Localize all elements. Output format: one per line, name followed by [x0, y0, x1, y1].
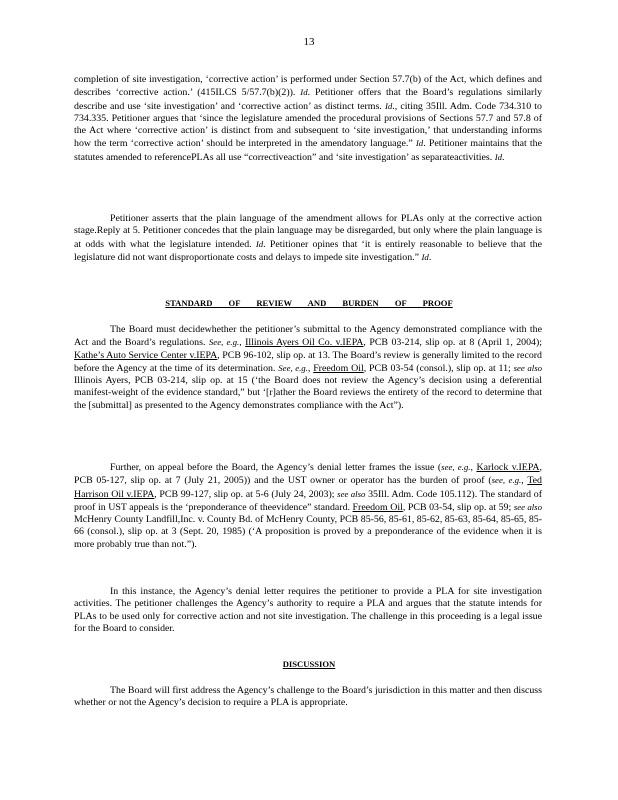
paragraph-text: The Board will first address the Agency’s challenge to the Board’s jurisdiction in this matter and then discuss whether or not the Agency’s decision to require a PLA is appropriate.: [74, 685, 542, 709]
paragraph-burden-of-proof: Further, on appeal before the Board, the Agency’s denial letter frames the issue (see, e.g., Karlock v.IEPA, PCB 05-127, slip op. at 7 (July 21, 2005)) and the UST owner or operator has the burden of proof (see, e.g., Ted Harrison Oil v.IEPA, PCB 99-127, slip op. at 5-6 (July 24, 2003); see also 35Ill. Adm. Code 105.112). The standard of proof in UST appeals is the ‘preponderance of theevidence” standard. Freedom Oil, PCB 03-54, slip op. at 59; see also McHenry County Landfill,Inc. v. County Bd. of McHenry County, PCB 85-56, 85-61, 85-62, 85-63, 85-64, 85-65, 85-66 (consol.), slip op. at 3 (Sept. 20, 1985) (‘A proposition is proved by a preponderance of the evidence when it is more probably true than not.”).: [74, 462, 543, 550]
page-number: 13: [303, 36, 315, 48]
citation-signal: See, e.g.: [278, 362, 308, 373]
paragraph-text: In this instance, the Agency’s denial letter requires the petitioner to provide a PLA for site investigation activities. The petitioner challenges the Agency’s authority to require a PLA and argues that the statute intends for PLAs to be used only for corrective action and not site investigation. The challenge in this proceeding is a legal issue for the Board to consider.: [74, 586, 542, 634]
citation-signal: see also: [513, 501, 543, 512]
paragraph-text: 35Ill. Adm. Code 105.112). The standard of proof in UST appeals is the ‘preponderance of theevidence” standard.: [74, 488, 542, 513]
paragraph-text: . Petitioner maintains that the statutes amended to referencePLAs all use “correctiveaction” and ‘site investigation’ as separateactivities.: [74, 138, 542, 163]
citation-id: Id: [384, 100, 393, 111]
paragraph-text: ., citing 35Ill. Adm. Code 734.310 to 734.335. Petitioner argues that ‘since the legislature amended the procedural provisions of Sections 57.7 and 57.8 of the Act where ‘corrective action’ is distinct from and subsequent to ‘site investigation,’ that understanding informs how the term ‘corrective action’ should be interpreted in the amendatory language.”: [74, 100, 542, 150]
case-name: Freedom Oil: [352, 501, 403, 513]
citation-signal: see also: [513, 362, 543, 373]
section-heading-discussion: DISCUSSION: [282, 659, 336, 669]
paragraph-text: completion of site investigation, ‘corrective action’ is performed under Section 57.7(b) of the Act, which defines and describes ‘corrective action.’ (415ILCS 5/57.7(b)(2)).: [74, 74, 542, 99]
paragraph-text: The Board must decidewhether the petitioner’s submittal to the Agency demonstrated compliance with the Act and the Board’s regulations.: [74, 324, 542, 349]
paragraph-standard-of-review: The Board must decidewhether the petitioner’s submittal to the Agency demonstrated compliance with the Act and the Board’s regulations. See, e.g., Illinois Ayers Oil Co. v.IEPA, PCB 03-214, slip op. at 8 (April 1, 2004); Kathe’s Auto Service Center v.IEPA, PCB 96-102, slip op. at 13. The Board’s review is generally limited to the record before the Agency at the time of its determination. See, e.g., Freedom Oil, PCB 03-54 (consol.), slip op. at 11; see also Illinois Ayers, PCB 03-214, slip op. at 15 (‘the Board does not review the Agency’s decision using a deferential manifest-weight of the evidence standard,” but ‘[r]ather the Board reviews the entirety of the record to determine that the [submittal] as presented to the Agency demonstrates compliance with the Act”).: [74, 324, 543, 411]
paragraph-text: .: [502, 151, 505, 163]
paragraph-text: , PCB 05-127, slip op. at 7 (July 21, 2005)) and the UST owner or operator has the burden of proof (: [74, 462, 543, 487]
paragraph-this-instance: [74, 586, 542, 635]
paragraph-text: Petitioner asserts that the plain language of the amendment allows for PLAs only at the corrective action stage.Reply at 5. Petitioner concedes that the plain language may be disregarded, but only where the plain language is at odds with what the legislature intended.: [74, 213, 542, 250]
paragraph-text: Further, on appeal before the Board, the Agency’s denial letter frames the issue (: [110, 462, 442, 473]
paragraph-text: Illinois Ayers, PCB 03-214, slip op. at 15 (‘the Board does not review the Agency’s decision using a deferential manifest-weight of the evidence standard,” but ‘[r]ather the Board reviews the entirety of the record to determine that the [submittal] as presented to the Agency demonstrates compliance with the Act”).: [74, 375, 542, 411]
citation-id: Id: [415, 138, 424, 149]
paragraph-text: .: [428, 251, 432, 263]
case-name: Freedom Oil: [313, 362, 364, 374]
section-heading-standard-of-review: STANDARD OF REVIEW AND BURDEN OF PROOF: [165, 298, 453, 308]
paragraph-text: . Petitioner opines that ‘it is entirely reasonable to believe that the legislature did not want disproportionate costs and delays to impede site investigation.”: [74, 238, 543, 263]
paragraph-discussion-intro: [74, 685, 542, 710]
paragraph-text: , PCB 99-127, slip op. at 5-6 (July 24, 2003);: [154, 488, 335, 500]
citation-signal: See, e.g.: [208, 337, 240, 348]
citation-signal: see, e.g.: [491, 475, 522, 486]
case-name: Kathe’s Auto Service Center v.IEPA: [74, 349, 218, 361]
paragraph-text: McHenry County Landfill,Inc. v. County Bd. of McHenry County, PCB 85-56, 85-61, 85-62, 85-63, 85-64, 85-65, 85-66 (consol.), slip op. at 3 (Sept. 20, 1985) (‘A proposition is proved by a preponderance of the evidence when it is more probably true than not.”).: [74, 514, 542, 550]
paragraph-text: , PCB 03-214, slip op. at 8 (April 1, 2004);: [363, 337, 543, 349]
citation-signal: see, e.g.: [441, 462, 471, 472]
case-name: Ted Harrison Oil v.IEPA: [74, 475, 542, 500]
case-name: Illinois Ayers Oil Co. v.IEPA: [245, 337, 364, 349]
paragraph-text: . Petitioner offers that the Board’s regulations similarly describe and use ‘site investigation’ and ‘corrective action’ as distinct terms.: [74, 87, 543, 112]
paragraph-plain-language: [74, 213, 542, 264]
citation-id: Id: [421, 251, 429, 262]
citation-id: Id: [255, 238, 264, 249]
citation-id: Id: [300, 87, 308, 98]
paragraph-text: , PCB 03-54 (consol.), slip op. at 11;: [363, 362, 511, 374]
paragraph-text: , PCB 03-54, slip op. at 59;: [402, 501, 512, 513]
citation-signal: see also: [337, 488, 366, 499]
paragraph-text: , PCB 96-102, slip op. at 13. The Board’s review is generally limited to the record before the Agency at the time of its determination.: [74, 349, 542, 374]
paragraph-petitioner-argument: [74, 74, 542, 164]
citation-id: Id: [494, 151, 503, 162]
case-name: Karlock v.IEPA: [476, 462, 540, 473]
